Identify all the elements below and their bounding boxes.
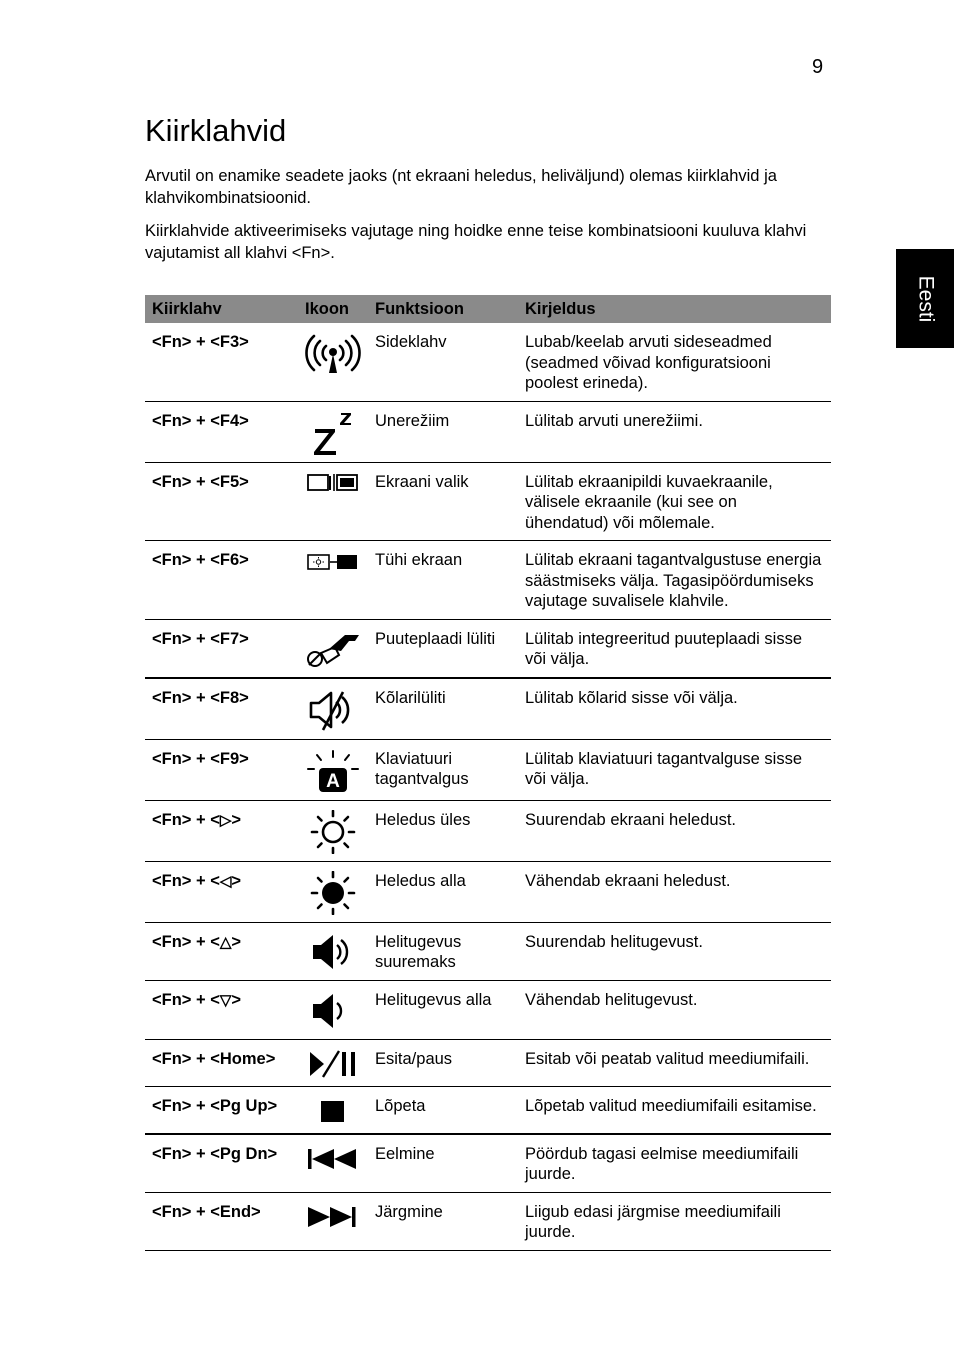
description-cell: Lülitab ekraanipildi kuvaekraanile, välisele ekraanile (kui see on ühendatud) või mõlemale. <box>518 462 831 541</box>
table-row <box>145 323 831 401</box>
hotkey-cell: <Fn> + <End> <box>145 1192 298 1250</box>
down-arrow-key-icon: ▽ <box>219 991 232 1009</box>
hotkey-prefix: <Fn> + < <box>152 990 220 1009</box>
hotkey-cell: <Fn> + <F7> <box>145 619 298 678</box>
function-cell: Sideklahv <box>368 323 518 401</box>
header-function: Funktsioon <box>368 295 518 323</box>
icon-cell <box>298 462 368 541</box>
function-cell: Klaviatuuri tagantvalgus <box>368 739 518 800</box>
function-cell: Puuteplaadi lüliti <box>368 619 518 678</box>
hotkey-cell: <Fn> + <F3> <box>145 323 298 401</box>
left-arrow-key-icon: ◁ <box>219 872 232 890</box>
description-cell: Lubab/keelab arvuti sideseadmed (seadmed võivad konfiguratsiooni poolest erineda). <box>518 323 831 401</box>
hotkey-suffix: > <box>231 932 242 951</box>
icon-cell <box>298 541 368 620</box>
function-cell: Järgmine <box>368 1192 518 1250</box>
page-title: Kiirklahvid <box>145 113 287 148</box>
function-cell: Heledus üles <box>368 800 518 861</box>
icon-cell <box>298 800 368 861</box>
function-cell: Lõpeta <box>368 1086 518 1134</box>
language-tab-label: Eesti <box>914 275 937 322</box>
description-cell: Esitab või peatab valitud meediumifaili. <box>518 1039 831 1086</box>
description-cell: Lõpetab valitud meediumifaili esitamise. <box>518 1086 831 1134</box>
header-description: Kirjeldus <box>518 295 831 323</box>
wireless-icon <box>305 332 361 376</box>
keyboard-backlight-icon <box>305 749 361 793</box>
function-cell: Ekraani valik <box>368 462 518 541</box>
hotkey-cell: <Fn> + <F9> <box>145 739 298 800</box>
function-cell: Eelmine <box>368 1134 518 1193</box>
icon-cell <box>298 1086 368 1134</box>
hotkey-suffix: > <box>231 810 242 829</box>
hotkey-cell: <Fn> + <Home> <box>145 1039 298 1086</box>
volume-down-icon <box>305 990 361 1032</box>
table-row <box>145 619 831 678</box>
header-hotkey: Kiirklahv <box>145 295 298 323</box>
play-pause-icon <box>305 1049 361 1079</box>
hotkey-prefix: <Fn> + < <box>152 932 220 951</box>
sleep-icon <box>305 411 361 455</box>
icon-cell <box>298 1192 368 1250</box>
hotkey-cell <box>145 800 298 861</box>
icon-cell <box>298 619 368 678</box>
icon-cell <box>298 401 368 462</box>
description-cell: Vähendab ekraani heledust. <box>518 861 831 922</box>
description-cell: Liigub edasi järgmise meediumifaili juurde. <box>518 1192 831 1250</box>
icon-cell <box>298 1039 368 1086</box>
table-row <box>145 1134 831 1193</box>
volume-up-icon <box>305 932 361 972</box>
table-row <box>145 739 831 800</box>
header-icon: Ikoon <box>298 295 368 323</box>
table-row <box>145 401 831 462</box>
hotkey-prefix: <Fn> + < <box>152 810 220 829</box>
touchpad-toggle-icon <box>305 629 361 669</box>
description-cell: Lülitab klaviatuuri tagantvalguse sisse või välja. <box>518 739 831 800</box>
language-tab <box>896 249 954 348</box>
table-row <box>145 922 831 980</box>
hotkey-cell: <Fn> + <F8> <box>145 678 298 740</box>
hotkey-cell: <Fn> + <F6> <box>145 541 298 620</box>
table-row <box>145 678 831 740</box>
hotkey-cell <box>145 980 298 1039</box>
hotkey-suffix: > <box>231 990 242 1009</box>
speaker-mute-icon <box>305 688 361 732</box>
table-header-row <box>145 295 831 323</box>
description-cell: Lülitab ekraani tagantvalgustuse energia säästmiseks välja. Tagasipöördumiseks vajutage suvalisele klahvile. <box>518 541 831 620</box>
table-row <box>145 861 831 922</box>
hotkeys-table <box>145 295 831 1251</box>
hotkey-cell: <Fn> + <F5> <box>145 462 298 541</box>
function-cell: Esita/paus <box>368 1039 518 1086</box>
hotkey-cell: <Fn> + <Pg Up> <box>145 1086 298 1134</box>
function-cell: Helitugevus suuremaks <box>368 922 518 980</box>
hotkey-prefix: <Fn> + < <box>152 871 220 890</box>
icon-cell <box>298 1134 368 1193</box>
icon-cell <box>298 922 368 980</box>
previous-track-icon <box>305 1144 361 1174</box>
hotkey-cell: <Fn> + <F4> <box>145 401 298 462</box>
brightness-down-icon <box>305 871 361 915</box>
hotkey-cell <box>145 861 298 922</box>
table-row <box>145 1192 831 1250</box>
description-cell: Lülitab kõlarid sisse või välja. <box>518 678 831 740</box>
table-row <box>145 541 831 620</box>
icon-cell <box>298 739 368 800</box>
description-cell: Suurendab helitugevust. <box>518 922 831 980</box>
description-cell: Suurendab ekraani heledust. <box>518 800 831 861</box>
right-arrow-key-icon: ▷ <box>219 811 232 829</box>
table-row <box>145 462 831 541</box>
table-row <box>145 1086 831 1134</box>
icon-cell <box>298 980 368 1039</box>
screen-blank-icon <box>305 550 361 572</box>
table-row <box>145 980 831 1039</box>
function-cell: Heledus alla <box>368 861 518 922</box>
icon-cell <box>298 323 368 401</box>
hotkey-cell: <Fn> + <Pg Dn> <box>145 1134 298 1193</box>
intro-paragraph-1: Arvutil on enamike seadete jaoks (nt ekraani heledus, heliväljund) olemas kiirklahvid ja klahvikombinatsioonid. <box>145 167 777 207</box>
description-cell: Vähendab helitugevust. <box>518 980 831 1039</box>
svg-text:A: A <box>326 770 340 792</box>
up-arrow-key-icon: △ <box>219 933 232 951</box>
function-cell: Helitugevus alla <box>368 980 518 1039</box>
page-number: 9 <box>812 56 824 78</box>
function-cell: Tühi ekraan <box>368 541 518 620</box>
brightness-up-icon <box>305 810 361 854</box>
description-cell: Pöördub tagasi eelmise meediumifaili juurde. <box>518 1134 831 1193</box>
icon-cell <box>298 861 368 922</box>
next-track-icon <box>305 1202 361 1232</box>
description-cell: Lülitab arvuti unerežiimi. <box>518 401 831 462</box>
stop-icon <box>305 1096 361 1126</box>
table-row <box>145 1039 831 1086</box>
hotkey-suffix: > <box>231 871 242 890</box>
description-cell: Lülitab integreeritud puuteplaadi sisse või välja. <box>518 619 831 678</box>
display-toggle-icon <box>305 472 361 494</box>
function-cell: Unerežiim <box>368 401 518 462</box>
intro-paragraph-2: Kiirklahvide aktiveerimiseks vajutage ning hoidke enne teise kombinatsiooni kuuluva klahvi vajutamist all klahvi <Fn>. <box>145 222 807 262</box>
hotkey-cell <box>145 922 298 980</box>
table-row <box>145 800 831 861</box>
icon-cell <box>298 678 368 740</box>
function-cell: Kõlarilüliti <box>368 678 518 740</box>
